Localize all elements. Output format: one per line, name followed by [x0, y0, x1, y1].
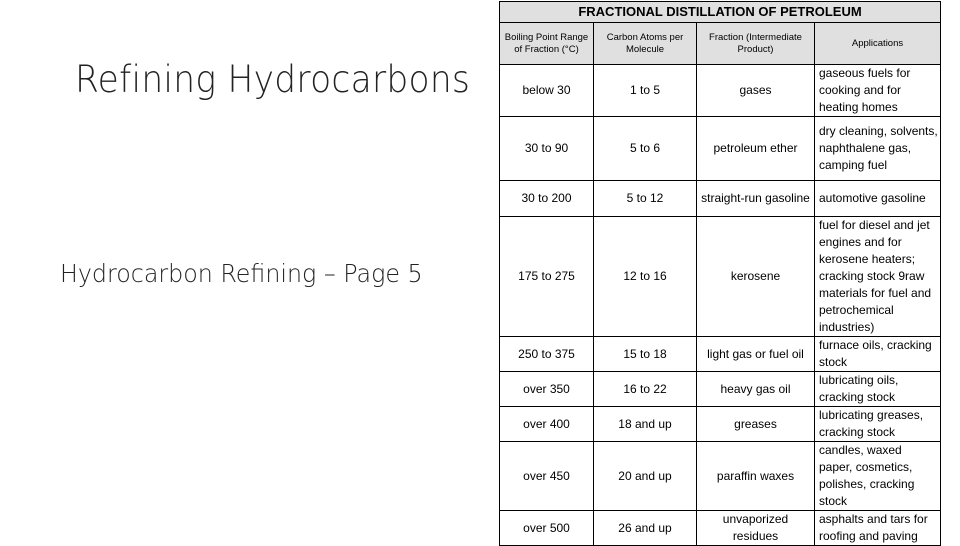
table-row: [500, 442, 941, 511]
table-body: [500, 65, 941, 546]
boiling-point-cell: over 450: [500, 442, 594, 511]
carbon-atoms-cell: 5 to 12: [594, 181, 697, 217]
applications-cell: gaseous fuels for cooking and for heating homes: [815, 65, 941, 117]
carbon-atoms-cell: 12 to 16: [594, 217, 697, 337]
applications-cell: lubricating greases, cracking stock: [815, 407, 941, 442]
fraction-cell: light gas or fuel oil: [697, 337, 815, 372]
applications-cell: fuel for diesel and jet engines and for kerosene heaters; cracking stock 9raw materials for fuel and petrochemical industries): [815, 217, 941, 337]
applications-cell: furnace oils, cracking stock: [815, 337, 941, 372]
carbon-atoms-cell: 16 to 22: [594, 372, 697, 407]
header-fraction: Fraction (Intermediate Product): [697, 23, 815, 65]
fraction-cell: heavy gas oil: [697, 372, 815, 407]
distillation-table-container: [499, 1, 940, 546]
boiling-point-cell: over 500: [500, 511, 594, 546]
carbon-atoms-cell: 18 and up: [594, 407, 697, 442]
carbon-atoms-cell: 26 and up: [594, 511, 697, 546]
fraction-cell: gases: [697, 65, 815, 117]
table-row: [500, 407, 941, 442]
boiling-point-cell: below 30: [500, 65, 594, 117]
applications-cell: automotive gasoline: [815, 181, 941, 217]
header-boiling-point: Boiling Point Range of Fraction (°C): [500, 23, 594, 65]
boiling-point-cell: 250 to 375: [500, 337, 594, 372]
applications-cell: lubricating oils, cracking stock: [815, 372, 941, 407]
header-applications: Applications: [815, 23, 941, 65]
fraction-cell: kerosene: [697, 217, 815, 337]
boiling-point-cell: 175 to 275: [500, 217, 594, 337]
header-carbon-atoms: Carbon Atoms per Molecule: [594, 23, 697, 65]
table-header-row: [500, 23, 941, 65]
table-row: [500, 217, 941, 337]
carbon-atoms-cell: 1 to 5: [594, 65, 697, 117]
boiling-point-cell: 30 to 200: [500, 181, 594, 217]
slide-subtitle: Hydrocarbon Refining – Page 5: [60, 259, 423, 288]
table-row: [500, 117, 941, 181]
slide-title: Refining Hydrocarbons: [75, 58, 471, 101]
table-row: [500, 511, 941, 546]
table-row: [500, 372, 941, 407]
distillation-table: [499, 1, 941, 546]
fraction-cell: unvaporized residues: [697, 511, 815, 546]
fraction-cell: greases: [697, 407, 815, 442]
fraction-cell: straight-run gasoline: [697, 181, 815, 217]
boiling-point-cell: 30 to 90: [500, 117, 594, 181]
applications-cell: asphalts and tars for roofing and paving: [815, 511, 941, 546]
carbon-atoms-cell: 5 to 6: [594, 117, 697, 181]
carbon-atoms-cell: 15 to 18: [594, 337, 697, 372]
applications-cell: candles, waxed paper, cosmetics, polishes, cracking stock: [815, 442, 941, 511]
table-caption-row: [500, 2, 941, 23]
table-row: [500, 65, 941, 117]
fraction-cell: petroleum ether: [697, 117, 815, 181]
boiling-point-cell: over 350: [500, 372, 594, 407]
fraction-cell: paraffin waxes: [697, 442, 815, 511]
table-row: [500, 181, 941, 217]
boiling-point-cell: over 400: [500, 407, 594, 442]
carbon-atoms-cell: 20 and up: [594, 442, 697, 511]
table-caption: FRACTIONAL DISTILLATION OF PETROLEUM: [500, 2, 941, 23]
table-row: [500, 337, 941, 372]
applications-cell: dry cleaning, solvents, naphthalene gas, camping fuel: [815, 117, 941, 181]
